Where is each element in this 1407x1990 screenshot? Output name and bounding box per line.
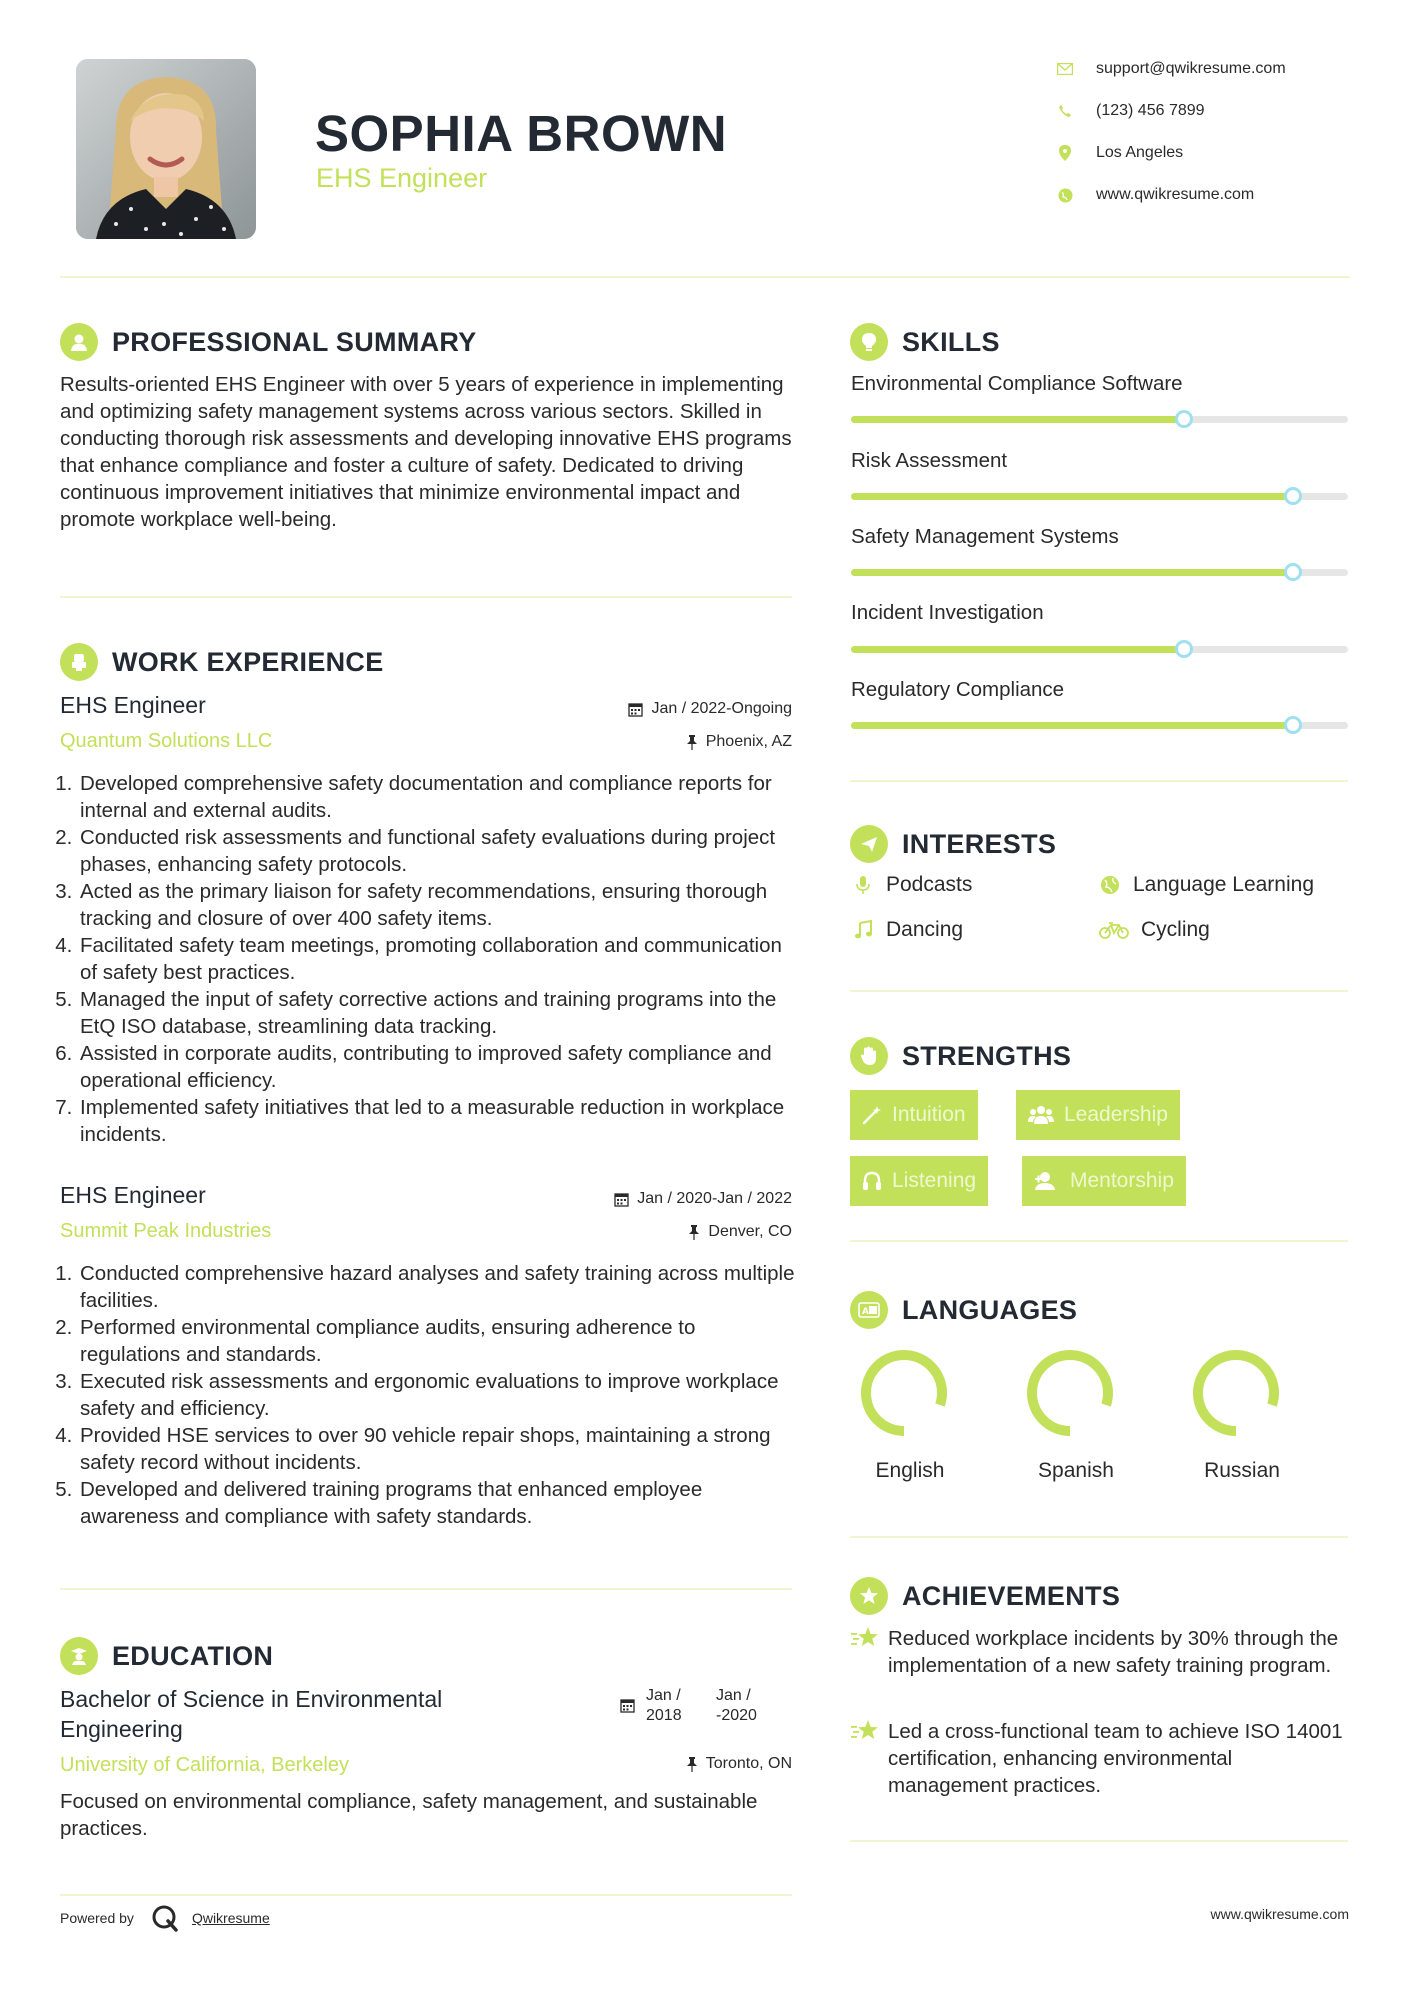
- experience-heading: [60, 642, 384, 682]
- skill-name: Safety Management Systems: [851, 525, 1119, 548]
- list-item: 2. Conducted risk assessments and functional safety evaluations during project phases, enhancing safety protocols.: [78, 824, 800, 878]
- list-item: 7. Implemented safety initiatives that led to a measurable reduction in workplace incidents.: [78, 1094, 800, 1148]
- education-start-year: 2018: [646, 1707, 682, 1724]
- education-end-year: -2020: [716, 1707, 757, 1724]
- education-location: [500, 1755, 792, 1773]
- school: University of California, Berkeley: [60, 1754, 349, 1776]
- magic-wand-icon: [862, 1105, 882, 1125]
- job-1-location-text: Phoenix, AZ: [705, 733, 792, 750]
- achievement-item: [850, 1718, 1350, 1799]
- svg-text:A: A: [862, 1307, 869, 1317]
- profile-photo: [76, 59, 256, 239]
- skill-bar: [851, 722, 1348, 729]
- skill-bar-knob: [1175, 410, 1193, 428]
- language-ring: [858, 1347, 950, 1439]
- interest-item: [1097, 873, 1314, 897]
- skill-bar-fill: [851, 493, 1293, 500]
- education-heading: [60, 1636, 273, 1676]
- list-item: 3. Executed risk assessments and ergonomic evaluations to improve workplace safety and efficiency.: [78, 1368, 800, 1422]
- skills-divider: [850, 780, 1348, 782]
- globe-icon: [1097, 875, 1123, 895]
- list-item: 5. Developed and delivered training programs that enhanced employee awareness and compliance with safety standards.: [78, 1476, 800, 1530]
- header-divider: [60, 276, 1350, 278]
- interest-label: Language Learning: [1133, 873, 1315, 896]
- globe-icon: [1054, 184, 1076, 206]
- language-label: Spanish: [1038, 1459, 1114, 1482]
- interest-item: [850, 918, 963, 942]
- education-heading-text: EDUCATION: [112, 1640, 274, 1671]
- achievement-text: Led a cross-functional team to achieve ISO 14001 certification, enhancing environmental management practices.: [888, 1720, 1343, 1797]
- hand-icon: [850, 1037, 888, 1075]
- footer-site[interactable]: www.qwikresume.com: [1210, 1906, 1349, 1922]
- interest-label: Dancing: [886, 918, 964, 941]
- degree: [60, 1684, 442, 1744]
- skill-name: Environmental Compliance Software: [851, 372, 1183, 395]
- degree-line-1: Bachelor of Science in Environmental: [60, 1686, 443, 1712]
- education-location-text: Toronto, ON: [705, 1755, 792, 1772]
- graduation-icon: [60, 1637, 98, 1675]
- strength-chip: [1016, 1090, 1180, 1140]
- summary-heading: [60, 322, 477, 362]
- education-start-month: Jan /: [646, 1687, 681, 1704]
- skill-bar-fill: [851, 722, 1293, 729]
- achievement-item: [850, 1625, 1350, 1679]
- experience-divider: [60, 1588, 792, 1590]
- list-item: 1. Developed comprehensive safety documentation and compliance reports for internal and external audits.: [78, 770, 800, 824]
- skill-bar-fill: [851, 569, 1293, 576]
- summary-text: Results-oriented EHS Engineer with over 5 years of experience in implementing and optimizing safety management systems across various sectors. Skilled in conducting thorough risk assessments and developing innovative EHS programs that enhance compliance and foster a culture of safety. Dedicated to driving continuous improvement initiatives that minimize environmental impact and promote workplace well-being.: [60, 373, 792, 531]
- powered-by-text: Powered by: [60, 1910, 134, 1926]
- music-note-icon: [850, 920, 876, 940]
- calendar-icon: [614, 1192, 629, 1207]
- list-item: 4. Facilitated safety team meetings, promoting collaboration and communication of safety best practices.: [78, 932, 800, 986]
- job-1-dates: [500, 700, 792, 718]
- achievement-text: Reduced workplace incidents by 30% through the implementation of a new safety training program.: [888, 1627, 1339, 1677]
- interest-label: Podcasts: [886, 873, 973, 896]
- strength-chip: [1022, 1156, 1186, 1206]
- strength-label: Intuition: [892, 1103, 966, 1126]
- interests-divider: [850, 990, 1348, 992]
- star-icon: [850, 1625, 888, 1679]
- language-label: Russian: [1204, 1459, 1280, 1482]
- strength-chip: [850, 1090, 978, 1140]
- pushpin-icon: [686, 1757, 698, 1772]
- skill-bar-knob: [1284, 563, 1302, 581]
- languages-heading-text: LANGUAGES: [902, 1294, 1078, 1325]
- skill-bar-knob: [1284, 716, 1302, 734]
- skill-bar-fill: [851, 646, 1184, 653]
- language-icon: [850, 1291, 888, 1329]
- star-icon: [850, 1718, 888, 1799]
- bicycle-icon: [1097, 921, 1131, 939]
- language-ring: [1190, 1347, 1282, 1439]
- skills-heading: [850, 322, 1000, 362]
- contact-email[interactable]: [1054, 54, 1344, 84]
- summary-heading-text: PROFESSIONAL SUMMARY: [112, 326, 477, 357]
- job-2-role: EHS Engineer: [60, 1182, 206, 1208]
- strengths-heading-text: STRENGTHS: [902, 1040, 1072, 1071]
- phone-icon: [1054, 100, 1076, 122]
- contact-website[interactable]: [1054, 180, 1344, 210]
- briefcase-icon: [60, 643, 98, 681]
- contact-email-text: support@qwikresume.com: [1096, 60, 1286, 77]
- list-item: 3. Acted as the primary liaison for safety recommendations, ensuring thorough tracking and closure of over 400 safety items.: [78, 878, 800, 932]
- user-icon: [60, 323, 98, 361]
- interest-item: [1097, 918, 1210, 942]
- envelope-icon: [1054, 58, 1076, 80]
- job-2-location-text: Denver, CO: [708, 1223, 792, 1240]
- job-1-bullets: [60, 770, 800, 1148]
- list-item: 6. Assisted in corporate audits, contributing to improved safety compliance and operational efficiency.: [78, 1040, 800, 1094]
- degree-line-2: Engineering: [60, 1716, 183, 1742]
- paper-plane-icon: [850, 825, 888, 863]
- interest-item: [850, 873, 972, 897]
- job-2-dates-text: Jan / 2020-Jan / 2022: [637, 1190, 792, 1207]
- lightbulb-icon: [850, 323, 888, 361]
- skill-name: Incident Investigation: [851, 601, 1044, 624]
- strength-label: Listening: [892, 1169, 977, 1192]
- list-item: 1. Conducted comprehensive hazard analyses and safety training across multiple facilities.: [78, 1260, 800, 1314]
- calendar-icon: [628, 702, 643, 717]
- qwikresume-logo-icon: [150, 1903, 180, 1933]
- experience-heading-text: WORK EXPERIENCE: [112, 646, 384, 677]
- headphones-icon: [862, 1171, 882, 1191]
- pushpin-icon: [686, 735, 698, 750]
- contact-website-text: www.qwikresume.com: [1096, 186, 1255, 203]
- candidate-name: SOPHIA BROWN: [315, 105, 728, 162]
- job-1-dates-text: Jan / 2022-Ongoing: [651, 700, 792, 717]
- strength-chip: [850, 1156, 988, 1206]
- job-1-location: [500, 733, 792, 751]
- contact-phone[interactable]: [1054, 96, 1344, 126]
- map-pin-icon: [1054, 142, 1076, 164]
- education-divider: [60, 1894, 792, 1896]
- skill-name: Regulatory Compliance: [851, 678, 1065, 701]
- strengths-heading: [850, 1036, 1071, 1076]
- interests-heading-text: INTERESTS: [902, 828, 1057, 859]
- education-end-month: Jan /: [716, 1687, 751, 1704]
- achievements-heading: [850, 1576, 1120, 1616]
- list-item: 4. Provided HSE services to over 90 vehicle repair shops, maintaining a strong safety record without incidents.: [78, 1422, 800, 1476]
- skill-bar: [851, 646, 1348, 653]
- achievements-divider: [850, 1840, 1348, 1842]
- education-dates: [620, 1686, 792, 1726]
- calendar-icon: [620, 1698, 635, 1713]
- skill-name: Risk Assessment: [851, 449, 1008, 472]
- strength-label: Leadership: [1064, 1103, 1168, 1126]
- job-1-role: EHS Engineer: [60, 692, 206, 718]
- users-icon: [1028, 1105, 1054, 1125]
- candidate-title: EHS Engineer: [316, 163, 488, 193]
- contact-phone-text: (123) 456 7899: [1096, 102, 1205, 119]
- strength-label: Mentorship: [1070, 1169, 1174, 1192]
- skill-bar: [851, 569, 1348, 576]
- skill-bar: [851, 493, 1348, 500]
- list-item: 2. Performed environmental compliance audits, ensuring adherence to regulations and standards.: [78, 1314, 800, 1368]
- contact-location-text: Los Angeles: [1096, 144, 1184, 161]
- interests-heading: [850, 824, 1056, 864]
- summary-divider: [60, 596, 792, 598]
- job-1-company: Quantum Solutions LLC: [60, 730, 273, 752]
- footer-powered-by: [60, 1903, 270, 1933]
- job-2-bullets: [60, 1260, 800, 1530]
- skill-bar-knob: [1284, 487, 1302, 505]
- skill-bar-fill: [851, 416, 1184, 423]
- job-2-company: Summit Peak Industries: [60, 1220, 272, 1242]
- job-2-dates: [500, 1190, 792, 1208]
- languages-heading: [850, 1290, 1077, 1330]
- skill-bar: [851, 416, 1348, 423]
- qwikresume-link[interactable]: Qwikresume: [191, 1910, 270, 1926]
- strengths-divider: [850, 1240, 1348, 1242]
- job-2-location: [500, 1223, 792, 1241]
- language-label: English: [875, 1459, 945, 1482]
- trophy-icon: [850, 1577, 888, 1615]
- pushpin-icon: [688, 1225, 700, 1240]
- list-item: 5. Managed the input of safety corrective actions and training programs into the EtQ ISO database, streamlining data tracking.: [78, 986, 800, 1040]
- skill-bar-knob: [1175, 640, 1193, 658]
- contact-location: [1054, 138, 1344, 168]
- microphone-icon: [850, 875, 876, 895]
- interest-label: Cycling: [1141, 918, 1210, 941]
- education-description: Focused on environmental compliance, safety management, and sustainable practices.: [60, 1790, 758, 1840]
- achievements-heading-text: ACHIEVEMENTS: [902, 1580, 1121, 1611]
- languages-divider: [850, 1536, 1348, 1538]
- skills-heading-text: SKILLS: [902, 326, 1000, 357]
- user-plus-icon: [1034, 1171, 1060, 1191]
- language-ring: [1024, 1347, 1116, 1439]
